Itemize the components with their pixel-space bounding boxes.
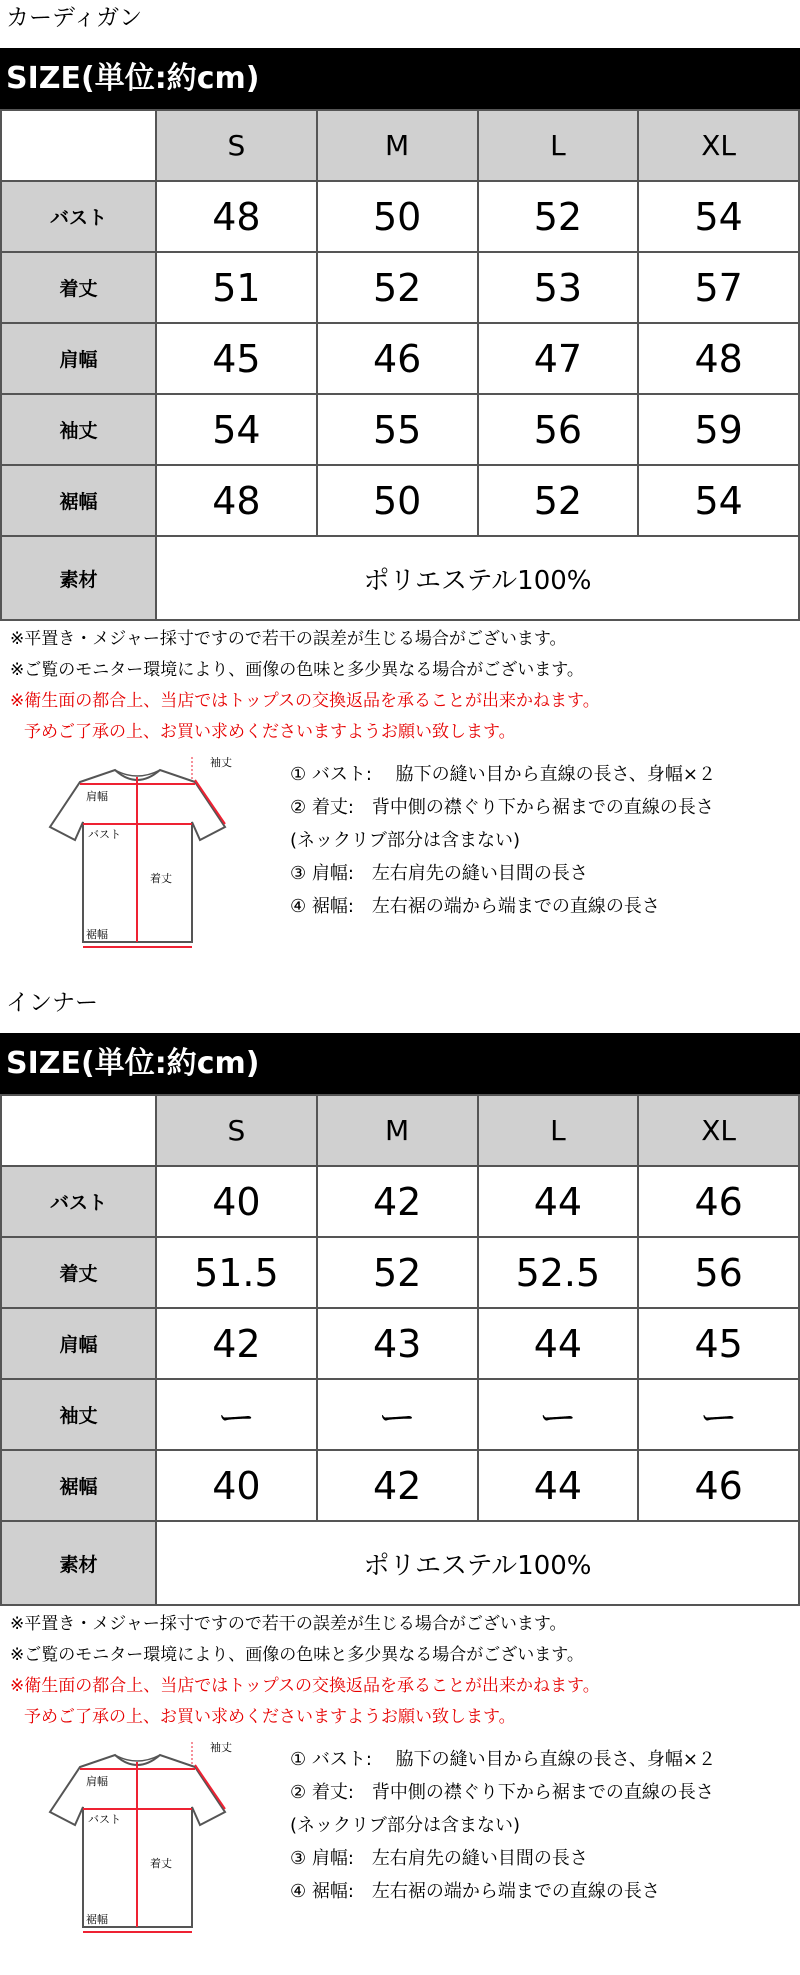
legend-line: ② 着丈: 背中側の襟ぐり下から裾までの直線の長さ (290, 1782, 714, 1803)
measurement-value: 45 (156, 323, 317, 394)
size-column-header: XL (638, 1095, 799, 1166)
measurement-value: ー (156, 1379, 317, 1450)
sleeve-label: 袖丈 (210, 1741, 232, 1754)
measurement-value: 44 (478, 1166, 639, 1237)
measurement-value: 48 (156, 181, 317, 252)
notes (10, 1609, 600, 1733)
legend-line: (ネックリブ部分は含まない) (290, 830, 521, 851)
material-label: 素材 (1, 1521, 156, 1605)
legend-line: ④ 裾幅: 左右裾の端から端までの直線の長さ (290, 896, 660, 917)
measurement-value: 59 (638, 394, 799, 465)
measurement-value: 54 (638, 465, 799, 536)
measurement-row (1, 181, 799, 252)
measurement-value: 50 (317, 465, 478, 536)
legend-line: ② 着丈: 背中側の襟ぐり下から裾までの直線の長さ (290, 797, 714, 818)
measurement-value: 48 (156, 465, 317, 536)
size-table (0, 109, 800, 621)
measurement-value: 40 (156, 1166, 317, 1237)
material-value: ポリエステル100% (156, 536, 799, 620)
measurement-label: 肩幅 (1, 323, 156, 394)
hem-label: 裾幅 (86, 1913, 108, 1926)
size-column-header: M (317, 1095, 478, 1166)
measurement-value: 40 (156, 1450, 317, 1521)
measurement-value: 52 (478, 181, 639, 252)
measurement-label: 裾幅 (1, 1450, 156, 1521)
length-label: 着丈 (150, 872, 172, 885)
measurement-value: 42 (317, 1450, 478, 1521)
legend-line: ① バスト: 脇下の縫い目から直線の長さ、身幅×２ (290, 764, 717, 785)
material-value: ポリエステル100% (156, 1521, 799, 1605)
measurement-row (1, 252, 799, 323)
measurement-label: 袖丈 (1, 1379, 156, 1450)
material-row (1, 1521, 799, 1605)
size-column-header: L (478, 1095, 639, 1166)
measurement-value: 57 (638, 252, 799, 323)
measurement-value: 42 (317, 1166, 478, 1237)
corner-cell (1, 110, 156, 181)
shoulder-label: 肩幅 (86, 790, 108, 803)
size-column-header: L (478, 110, 639, 181)
measurement-row (1, 394, 799, 465)
warning-note-line: ※衛生面の都合上、当店ではトップスの交換返品を承ることが出来かねます。 (10, 1676, 600, 1696)
sleeve-label: 袖丈 (210, 756, 232, 769)
measurement-value: 52 (317, 252, 478, 323)
measurement-value: 43 (317, 1308, 478, 1379)
bust-label: バスト (88, 828, 121, 841)
measurement-row (1, 1450, 799, 1521)
size-column-header: M (317, 110, 478, 181)
measurement-value: 46 (638, 1166, 799, 1237)
measurement-label: 袖丈 (1, 394, 156, 465)
measurement-value: 51 (156, 252, 317, 323)
measurement-row (1, 465, 799, 536)
warning-note-line: ※衛生面の都合上、当店ではトップスの交換返品を承ることが出来かねます。 (10, 691, 600, 711)
shoulder-label: 肩幅 (86, 1775, 108, 1788)
size-column-header: S (156, 1095, 317, 1166)
measurement-value: 52 (317, 1237, 478, 1308)
measurement-value: 45 (638, 1308, 799, 1379)
measurement-value: 54 (156, 394, 317, 465)
measurement-row (1, 1308, 799, 1379)
material-row (1, 536, 799, 620)
measurement-value: 42 (156, 1308, 317, 1379)
measurement-row (1, 323, 799, 394)
product-title: カーディガン (6, 5, 143, 31)
measurement-value: 52.5 (478, 1237, 639, 1308)
measurement-row (1, 1166, 799, 1237)
corner-cell (1, 1095, 156, 1166)
measurement-value: 50 (317, 181, 478, 252)
measurement-value: 53 (478, 252, 639, 323)
measurement-value: 56 (478, 394, 639, 465)
garment-diagram (20, 1737, 255, 1937)
size-header-row (1, 110, 799, 181)
measurement-value: 55 (317, 394, 478, 465)
legend-line: ④ 裾幅: 左右裾の端から端までの直線の長さ (290, 1881, 660, 1902)
note-line: ※平置き・メジャー採寸ですので若干の誤差が生じる場合がございます。 (10, 629, 567, 649)
measurement-value: ー (638, 1379, 799, 1450)
size-column-header: XL (638, 110, 799, 181)
measurement-value: 46 (317, 323, 478, 394)
measurement-value: 51.5 (156, 1237, 317, 1308)
measurement-legend (290, 758, 716, 923)
size-header: SIZE(単位:約cm) (0, 48, 800, 109)
measurement-value: ー (317, 1379, 478, 1450)
material-label: 素材 (1, 536, 156, 620)
note-line: ※平置き・メジャー採寸ですので若干の誤差が生じる場合がございます。 (10, 1614, 567, 1634)
measurement-row (1, 1379, 799, 1450)
measurement-value: 47 (478, 323, 639, 394)
note-line: ※ご覧のモニター環境により、画像の色味と多少異なる場合がございます。 (10, 660, 584, 680)
length-label: 着丈 (150, 1857, 172, 1870)
garment-diagram (20, 752, 255, 952)
legend-line: ③ 肩幅: 左右肩先の縫い目間の長さ (290, 863, 588, 884)
hem-label: 裾幅 (86, 928, 108, 941)
note-line: ※ご覧のモニター環境により、画像の色味と多少異なる場合がございます。 (10, 1645, 584, 1665)
measurement-value: 48 (638, 323, 799, 394)
measurement-value: 44 (478, 1450, 639, 1521)
measurement-value: ー (478, 1379, 639, 1450)
measurement-legend (290, 1743, 716, 1908)
product-title: インナー (6, 990, 98, 1016)
legend-line: ① バスト: 脇下の縫い目から直線の長さ、身幅×２ (290, 1749, 717, 1770)
legend-line: (ネックリブ部分は含まない) (290, 1815, 521, 1836)
size-header: SIZE(単位:約cm) (0, 1033, 800, 1094)
measurement-value: 46 (638, 1450, 799, 1521)
size-table (0, 1094, 800, 1606)
measurement-value: 44 (478, 1308, 639, 1379)
measurement-value: 52 (478, 465, 639, 536)
measurement-value: 54 (638, 181, 799, 252)
notes (10, 624, 600, 748)
measurement-value: 56 (638, 1237, 799, 1308)
size-column-header: S (156, 110, 317, 181)
warning-note-line: 予めご了承の上、お買い求めくださいますようお願い致します。 (24, 722, 516, 742)
measurement-label: 着丈 (1, 252, 156, 323)
size-header-row (1, 1095, 799, 1166)
warning-note-line: 予めご了承の上、お買い求めくださいますようお願い致します。 (24, 1707, 516, 1727)
measurement-label: バスト (1, 1166, 156, 1237)
measurement-row (1, 1237, 799, 1308)
measurement-label: 肩幅 (1, 1308, 156, 1379)
measurement-label: 着丈 (1, 1237, 156, 1308)
bust-label: バスト (88, 1813, 121, 1826)
legend-line: ③ 肩幅: 左右肩先の縫い目間の長さ (290, 1848, 588, 1869)
measurement-label: バスト (1, 181, 156, 252)
measurement-label: 裾幅 (1, 465, 156, 536)
